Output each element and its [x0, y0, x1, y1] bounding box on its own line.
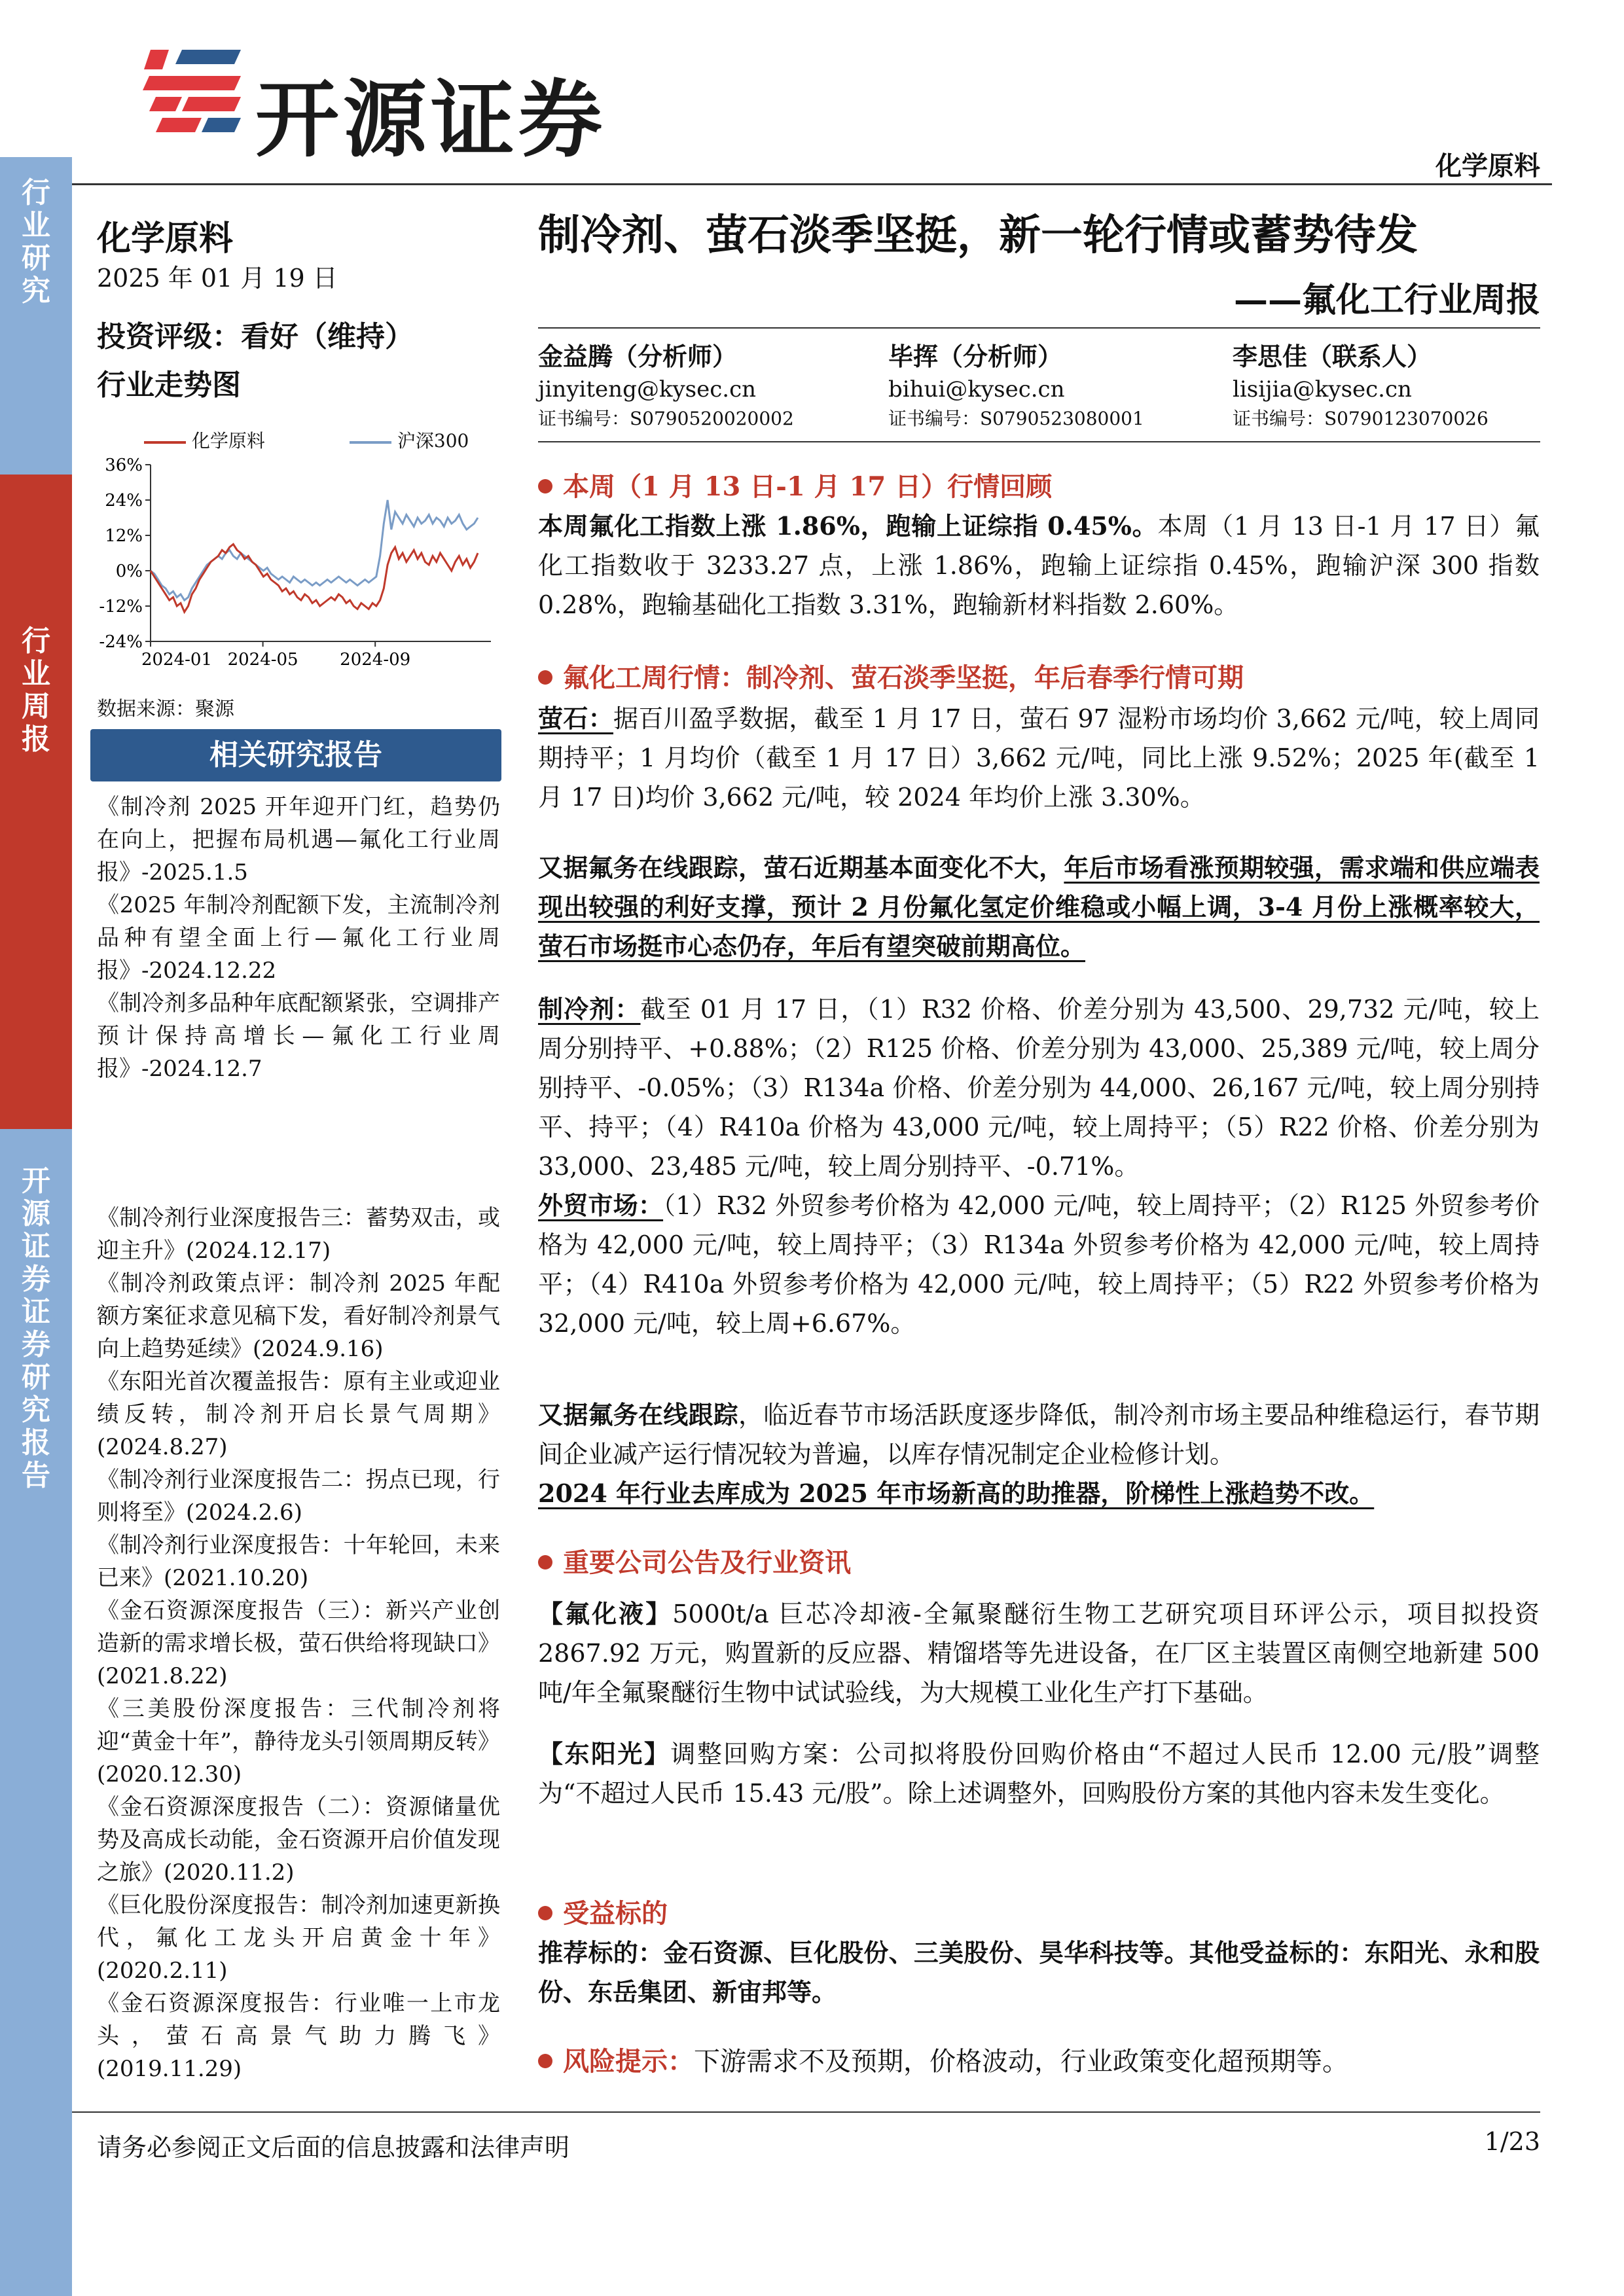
fluorite-text: 据百川盈孚数据，截至 1 月 17 日，萤石 97 湿粉市场均价 3,662 元/吨，较上周同期持平；1 月均价（截至 1 月 17 日）3,662 元/吨，同比上涨 9.52%；2025 年(截至 1 月 17 日)均价 3,662 元/吨，较 2024 年均价上涨 3.30%。 — [538, 704, 1540, 812]
section-risk — [538, 2041, 1348, 2078]
analyst-cert: 证书编号：S0790123070026 — [1233, 408, 1489, 429]
sidebar-strip-mid — [0, 475, 72, 1129]
y-tick-label: 36% — [105, 456, 143, 475]
related-report-item[interactable]: 《制冷剂行业深度报告：十年轮回，未来已来》(2021.10.20) — [97, 1532, 500, 1591]
section-heading: 重要公司公告及行业资讯 — [563, 1547, 851, 1578]
fluorite-label: 萤石： — [538, 704, 613, 733]
analyst-name: 李思佳（联系人） — [1233, 342, 1432, 371]
sidebar-strip-bottom — [0, 1129, 72, 2296]
related-report-item[interactable]: 《三美股份深度报告：三代制冷剂将迎“黄金十年”，静待龙头引领周期反转》(2020.12.30) — [97, 1696, 500, 1787]
analyst-2 — [888, 339, 1216, 433]
footer-disclaimer: 请务必参阅正文后面的信息披露和法律声明 — [97, 2133, 570, 2162]
chart-source: 数据来源：聚源 — [97, 698, 234, 721]
related-report-item[interactable]: 《金石资源深度报告（二）：资源储量优势及高成长动能，金石资源开启价值发现之旅》(2020.11.2) — [97, 1794, 500, 1886]
bullet-icon — [538, 479, 552, 493]
chart-legend-hs300 — [350, 427, 469, 453]
analyst-cert: 证书编号：S0790520020002 — [538, 408, 794, 429]
refrigerant-para — [538, 990, 1540, 1343]
announcement-2 — [538, 1734, 1540, 1813]
x-tick-label: 2024-09 — [340, 650, 411, 670]
legend-hs300-swatch — [350, 441, 391, 444]
section-beneficiaries — [538, 1893, 668, 1930]
analyst-email[interactable]: jinyiteng@kysec.cn — [538, 376, 757, 403]
refrigerant-outlook-emphasis: 2024 年行业去库成为 2025 年市场新高的助推器，阶梯性上涨趋势不改。 — [538, 1479, 1375, 1508]
related-report-item[interactable]: 《制冷剂行业深度报告三：蓄势双击，或迎主升》(2024.12.17) — [97, 1205, 500, 1264]
refrigerant-outlook-para — [538, 1395, 1540, 1513]
trend-chart-title: 行业走势图 — [97, 368, 241, 402]
sidebar-label-weekly: 行业周报 — [22, 624, 50, 756]
hs300-series-line — [151, 500, 478, 600]
footer-rule — [72, 2111, 1540, 2113]
section-heading: 受益标的 — [563, 1898, 668, 1929]
sidebar-label-research: 行业研究 — [22, 176, 50, 308]
sidebar-label-brand: 开源证券证券研究报告 — [22, 1164, 50, 1492]
related-report-item[interactable]: 《金石资源深度报告：行业唯一上市龙头，萤石高景气助力腾飞》(2019.11.29) — [97, 1990, 500, 2082]
related-report-item[interactable]: 《制冷剂政策点评：制冷剂 2025 年配额方案征求意见稿下发，看好制冷剂景气向上趋势延续》(2024.9.16) — [97, 1270, 500, 1362]
fluorite-outlook-para — [538, 848, 1540, 966]
brand-name: 开源证券 — [255, 71, 607, 169]
related-report-item[interactable]: 《东阳光首次覆盖报告：原有主业或迎业绩反转，制冷剂开启长景气周期》(2024.8.27) — [97, 1369, 500, 1460]
header-category: 化学原料 — [1435, 151, 1540, 181]
analyst-3 — [1233, 339, 1560, 433]
announcement-1 — [538, 1594, 1540, 1712]
legend-chem-label: 化学原料 — [191, 430, 265, 452]
chart-legend-chem — [144, 427, 265, 453]
y-tick-label: 12% — [105, 526, 143, 546]
refrigerant-outlook-intro: 又据氟务在线跟踪 — [538, 1400, 739, 1429]
bullet-icon — [538, 2054, 552, 2068]
analyst-name: 金益腾（分析师） — [538, 342, 738, 371]
beneficiaries-text: 推荐标的：金石资源、巨化股份、三美股份、昊华科技等。其他受益标的：东阳光、永和股份、东岳集团、新宙邦等。 — [538, 1938, 1540, 2007]
fluorite-para — [538, 699, 1540, 817]
logo-icon — [143, 43, 247, 141]
y-tick-label: -24% — [99, 632, 143, 652]
related-report-item[interactable]: 《巨化股份深度报告：制冷剂加速更新换代，氟化工龙头开启黄金十年》(2020.2.11) — [97, 1892, 500, 1984]
analyst-email[interactable]: lisijia@kysec.cn — [1233, 376, 1412, 403]
left-category: 化学原料 — [97, 219, 234, 259]
y-tick-label: 0% — [115, 562, 143, 581]
header-rule — [72, 183, 1552, 185]
report-subtitle: ——氟化工行业周报 — [1233, 280, 1540, 320]
legend-hs300-label: 沪深300 — [397, 430, 469, 452]
bullet-icon — [538, 1555, 552, 1570]
announcement-text: 5000t/a 巨芯冷却液-全氟聚醚衍生物工艺研究项目环评公示，项目拟投资 2867.92 万元，购置新的反应器、精馏塔等先进设备，在厂区主装置区南侧空地新建 500 吨/年全氟聚醚衍生物中试试验线，为大规模工业化生产打下基础。 — [538, 1600, 1540, 1707]
fluorite-outlook-emphasis: 年后市场看涨预期较强，需求端和供应端表现出较强的利好支撑，预计 2 月份氟化氢定价维稳或小幅上调，3-4 月份上涨概率较大，萤石市场挺市心态仍存，年后有望突破前期高位。 — [538, 853, 1540, 961]
export-text: （1）R32 外贸参考价格为 42,000 元/吨，较上周持平；（2）R125 外贸参考价格为 42,000 元/吨，较上周持平；（3）R134a 外贸参考价格为 42,000 元/吨，较上周持平；（4）R410a 外贸参考价格为 42,000 元/吨，较上周持平；（5）R22 外贸参考价格为 32,000 元/吨，较上周+6.67%。 — [538, 1191, 1540, 1338]
announcement-label: 【氟化液】 — [538, 1599, 673, 1628]
title-rule — [538, 327, 1540, 329]
refrigerant-label: 制冷剂： — [538, 994, 641, 1024]
risk-text: 下游需求不及预期，价格波动，行业政策变化超预期等。 — [694, 2047, 1348, 2077]
announcement-text: 调整回购方案：公司拟将股份回购价格由“不超过人民币 12.00 元/股”调整为“不超过人民币 15.43 元/股”。除上述调整外，回购股份方案的其他内容未发生变化。 — [538, 1740, 1540, 1808]
report-title: 制冷剂、萤石淡季坚挺，新一轮行情或蓄势待发 — [538, 211, 1418, 260]
y-tick-label: -12% — [99, 597, 143, 617]
section-heading: 本周（1 月 13 日-1 月 17 日）行情回顾 — [563, 471, 1053, 502]
refrigerant-text: 截至 01 月 17 日，（1）R32 价格、价差分别为 43,500、29,732 元/吨，较上周分别持平、+0.88%；（2）R125 价格、价差分别为 43,000、25,389 元/吨，较上周分别持平、-0.05%；（3）R134a 价格、价差分别为 44,000、26,167 元/吨，较上周分别持平、持平；（4）R410a 价格为 43,000 元/吨，较上周持平；（5）R22 价格、价差分别为 33,000、23,485 元/吨，较上周分别持平、-0.71%。 — [538, 995, 1540, 1181]
related-list-recent — [97, 791, 500, 1085]
report-date: 2025 年 01 月 19 日 — [97, 264, 338, 293]
chem-series-line — [151, 545, 478, 613]
sidebar-strip-top — [0, 157, 72, 475]
related-report-item[interactable]: 《制冷剂 2025 开年迎开门红，趋势仍在向上，把握布局机遇—氟化工行业周报》-2025.1.5 — [97, 794, 500, 886]
risk-label: 风险提示： — [563, 2046, 694, 2077]
export-label: 外贸市场： — [538, 1191, 664, 1220]
legend-chem-swatch — [144, 441, 186, 444]
related-report-item[interactable]: 《金石资源深度报告（三）：新兴产业创造新的需求增长极，萤石供给将现缺口》(2021.8.22) — [97, 1598, 500, 1689]
fluorite-outlook-intro: 又据氟务在线跟踪，萤石近期基本面变化不大， — [538, 853, 1064, 882]
section-weekly-review — [538, 466, 1052, 503]
analyst-1 — [538, 339, 865, 433]
bullet-icon — [538, 670, 552, 685]
investment-rating: 投资评级：看好（维持） — [97, 320, 414, 353]
related-report-item[interactable]: 《制冷剂行业深度报告二：拐点已现，行则将至》(2024.2.6) — [97, 1467, 500, 1526]
announcement-label: 【东阳光】 — [538, 1739, 671, 1768]
analyst-cert: 证书编号：S0790523080001 — [888, 408, 1144, 429]
x-tick-label: 2024-05 — [227, 650, 298, 670]
related-list-deep — [97, 1202, 500, 2085]
weekly-review-lead: 本周氟化工指数上涨 1.86%，跑输上证综指 0.45%。 — [538, 511, 1158, 541]
section-announcements — [538, 1542, 851, 1579]
related-report-item[interactable]: 《制冷剂多品种年底配额紧张，空调排产预计保持高增长—氟化工行业周报》-2024.12.7 — [97, 990, 500, 1082]
analyst-rule — [538, 441, 1540, 442]
section-market — [538, 657, 1244, 694]
bullet-icon — [538, 1906, 552, 1920]
analyst-email[interactable]: bihui@kysec.cn — [888, 376, 1065, 403]
page-number: 1/23 — [1484, 2127, 1540, 2156]
y-tick-label: 24% — [105, 491, 143, 511]
weekly-review-para — [538, 507, 1540, 624]
section-heading: 氟化工周行情：制冷剂、萤石淡季坚挺，年后春季行情可期 — [563, 662, 1244, 693]
analyst-name: 毕挥（分析师） — [888, 342, 1063, 371]
refrigerant-outlook-text: ，临近春节市场活跃度逐步降低，制冷剂市场主要品种维稳运行，春节期间企业减产运行情况较为普遍，以库存情况制定企业检修计划。 — [538, 1401, 1540, 1469]
related-report-item[interactable]: 《2025 年制冷剂配额下发，主流制冷剂品种有望全面上行—氟化工行业周报》-2024.12.22 — [97, 892, 500, 984]
x-tick-label: 2024-01 — [141, 650, 213, 670]
trend-chart — [92, 452, 504, 687]
related-reports-banner: 相关研究报告 — [90, 729, 501, 781]
weekly-review-text: 本周（1 月 13 日-1 月 17 日）氟化工指数收于 3233.27 点，上涨 1.86%，跑输上证综指 0.45%，跑输沪深 300 指数 0.28%，跑输基础化工指数 3.31%，跑输新材料指数 2.60%。 — [538, 512, 1540, 619]
